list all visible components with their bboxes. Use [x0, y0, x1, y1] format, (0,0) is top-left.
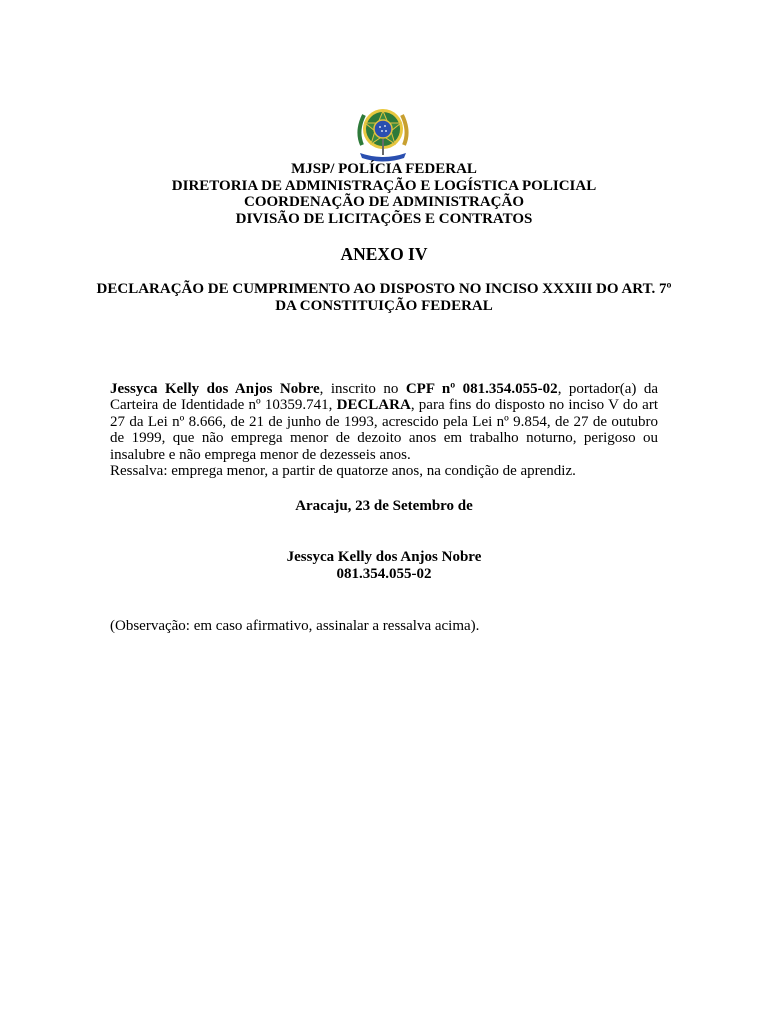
observation-note: (Observação: em caso afirmativo, assinalar a ressalva acima). [110, 618, 480, 634]
header-coordination: COORDENAÇÃO DE ADMINISTRAÇÃO [243, 194, 525, 210]
signer-name: Jessyca Kelly dos Anjos Nobre [286, 549, 482, 565]
body-text-3: , para fins do disposto no inciso V do art 27 da Lei nº 8.666, de 21 de junho de 1993, acrescido pela Lei nº 9.854, de 27 de outubro de 1999, que não emprega menor de dezoito anos em trabalho noturno, perigoso ou insalubre e não emprega menor de dezesseis anos. [110, 397, 658, 463]
cpf-label: CPF nº 081.354.055-02 [405, 381, 558, 397]
body-text-2: , portador(a) da Carteira de Identidade nº 10359.741, [110, 381, 659, 414]
declara-keyword: DECLARA [336, 397, 411, 414]
place-and-date: Aracaju, 23 de Setembro de [295, 498, 473, 514]
declaration-body [110, 381, 658, 479]
header-directorate: DIRETORIA DE ADMINISTRAÇÃO E LOGÍSTICA POLICIAL [171, 177, 597, 194]
signature-block [0, 549, 768, 583]
body-text-1: , inscrito no [319, 381, 406, 397]
declaration-paragraph [110, 381, 658, 463]
header-division: DIVISÃO DE LICITAÇÕES E CONTRATOS [235, 210, 533, 227]
document-header [0, 161, 768, 227]
header-agency: MJSP/ POLÍCIA FEDERAL [291, 161, 477, 177]
signer-cpf: 081.354.055-02 [336, 566, 432, 582]
ressalva-paragraph: Ressalva: emprega menor, a partir de quatorze anos, na condição de aprendiz. [110, 463, 576, 480]
declaration-title: DECLARAÇÃO DE CUMPRIMENTO AO DISPOSTO NO INCISO XXXIII DO ART. 7º DA CONSTITUIÇÃO FEDERAL [96, 281, 672, 314]
annex-title: ANEXO IV [340, 244, 428, 264]
brazil-coat-of-arms-icon [352, 105, 414, 163]
declarant-name: Jessyca Kelly dos Anjos Nobre [110, 381, 320, 397]
